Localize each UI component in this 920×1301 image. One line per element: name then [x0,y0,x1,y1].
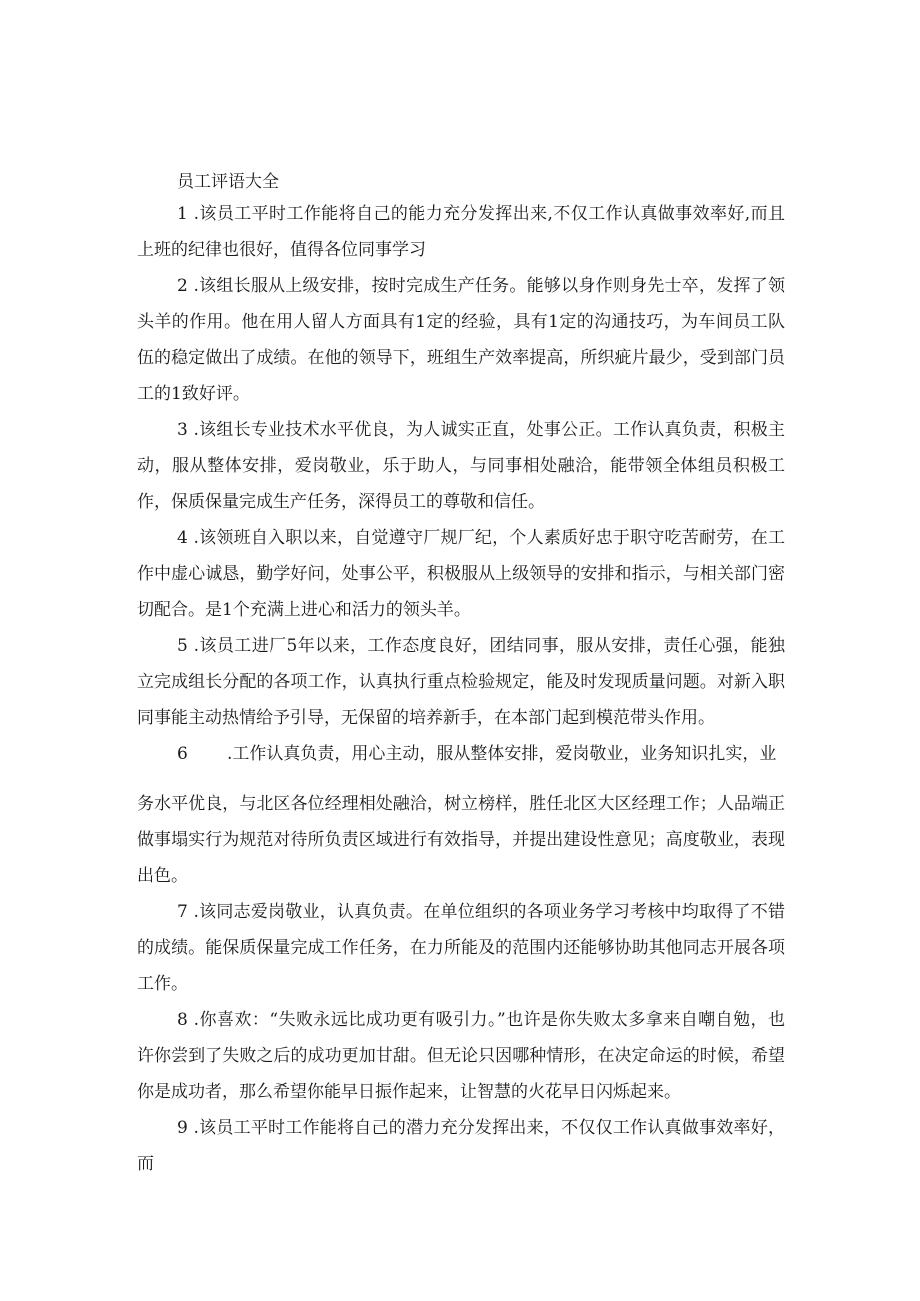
paragraph-5: 5 .该员工进厂5年以来，工作态度良好，团结同事，服从安排，责任心强，能独立完成组长分配的各项工作，认真执行重点检验规定，能及时发现质量问题。对新入职同事能主动热情给予引导，无保留的培养新手，在本部门起到模范带头作用。 [137,636,785,728]
paragraph-2: 2 .该组长服从上级安排，按时完成生产任务。能够以身作则身先士卒，发挥了领头羊的作用。他在用人留人方面具有1定的经验，具有1定的沟通技巧，为车间员工队伍的稳定做出了成绩。在他的领导下，班组生产效率提高，所织疵片最少，受到部门员工的1致好评。 [137,276,785,404]
paragraph-6-continuation: 务水平优良，与北区各位经理相处融洽，树立榜样，胜任北区大区经理工作；人品端正做事塌实行为规范对待所负责区域进行有效指导，并提出建设性意见；高度敬业，表现出色。 [137,794,785,886]
paragraph-6-line-text: .工作认真负责，用心主动，服从整体安排，爱岗敬业，业务知识扎实，业 [227,744,777,764]
paragraph-3: 3 .该组长专业技术水平优良，为人诚实正直，处事公正。工作认真负责，积极主动，服从整体安排，爱岗敬业，乐于助人，与同事相处融洽，能带领全体组员积极工作，保质保量完成生产任务，深得员工的尊敬和信任。 [137,420,785,512]
paragraph-1: 1 .该员工平时工作能将自己的能力充分发挥出来,不仅工作认真做事效率好,而且上班的纪律也很好，值得各位同事学习 [137,204,785,260]
paragraph-6-first-line [177,736,785,772]
paragraph-6-number: 6 [177,744,188,764]
paragraph-8: 8 .你喜欢：“失败永远比成功更有吸引力。”也许是你失败太多拿来自嘲自勉，也许你尝到了失败之后的成功更加甘甜。但无论只因哪种情形，在决定命运的时候，希望你是成功者，那么希望你能早日振作起来，让智慧的火花早日闪烁起来。 [137,1010,785,1102]
page-title: 员工评语大全 [177,172,279,192]
paragraph-7: 7 .该同志爱岗敬业，认真负责。在单位组织的各项业务学习考核中均取得了不错的成绩。能保质保量完成工作任务，在力所能及的范围内还能够协助其他同志开展各项工作。 [137,902,785,994]
paragraph-4: 4 .该领班自入职以来，自觉遵守厂规厂纪，个人素质好忠于职守吃苦耐劳，在工作中虚心诚恳，勤学好问，处事公平，积极服从上级领导的安排和指示，与相关部门密切配合。是1个充满上进心和活力的领头羊。 [137,528,785,620]
paragraph-9: 9 .该员工平时工作能将自己的潜力充分发挥出来，不仅仅工作认真做事效率好，而 [137,1118,785,1174]
